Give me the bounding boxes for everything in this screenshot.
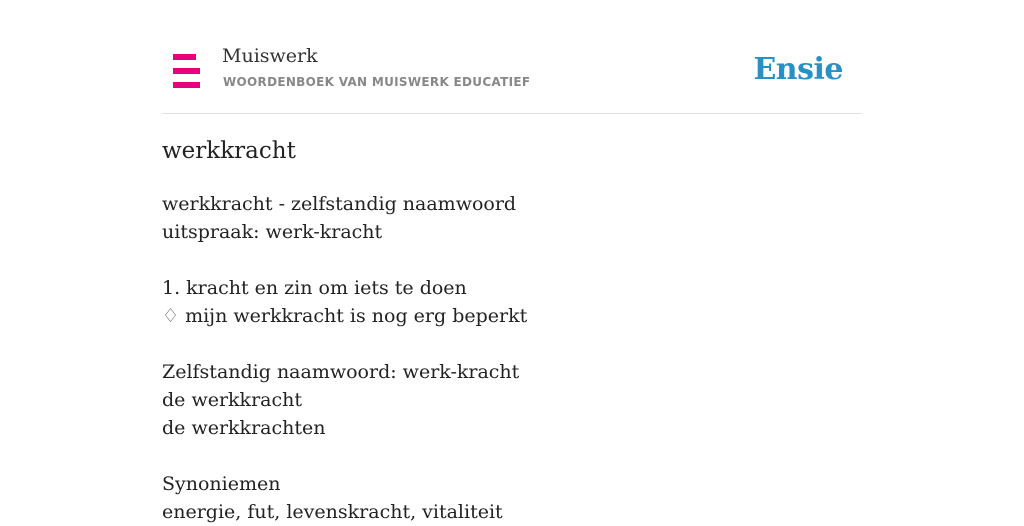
site-header (162, 0, 862, 114)
site-subtitle: WOORDENBOEK VAN MUISWERK EDUCATIEF (223, 75, 531, 89)
entry-title: werkkracht (162, 138, 296, 164)
blank-line (162, 246, 862, 274)
synonyms-list: energie, fut, levenskracht, vitaliteit (162, 501, 503, 523)
example-text: mijn werkkracht is nog erg beperkt (185, 305, 528, 327)
entry-body (162, 190, 862, 526)
synonyms-heading: Synoniemen (162, 473, 281, 495)
logo-bar-bottom (173, 82, 200, 88)
blank-line (162, 442, 862, 470)
logo-bar-top (173, 54, 196, 60)
blank-line (162, 330, 862, 358)
pronunciation-line: uitspraak: werk-kracht (162, 221, 383, 243)
page-container (162, 0, 862, 523)
part-of-speech-line: werkkracht - zelfstandig naamwoord (162, 193, 517, 215)
example-line (162, 302, 862, 330)
logo-bar-middle (173, 68, 200, 74)
muiswerk-e-logo-icon[interactable] (173, 54, 200, 88)
ensie-logo-link[interactable]: Ensie (753, 52, 843, 87)
sense-1: 1. kracht en zin om iets te doen (162, 277, 467, 299)
site-name-link[interactable]: Muiswerk (222, 45, 318, 67)
noun-heading: Zelfstandig naamwoord: werk-kracht (162, 361, 520, 383)
plural-form: de werkkrachten (162, 417, 326, 439)
singular-form: de werkkracht (162, 389, 302, 411)
example-diamond-icon: ♢ (162, 305, 180, 327)
